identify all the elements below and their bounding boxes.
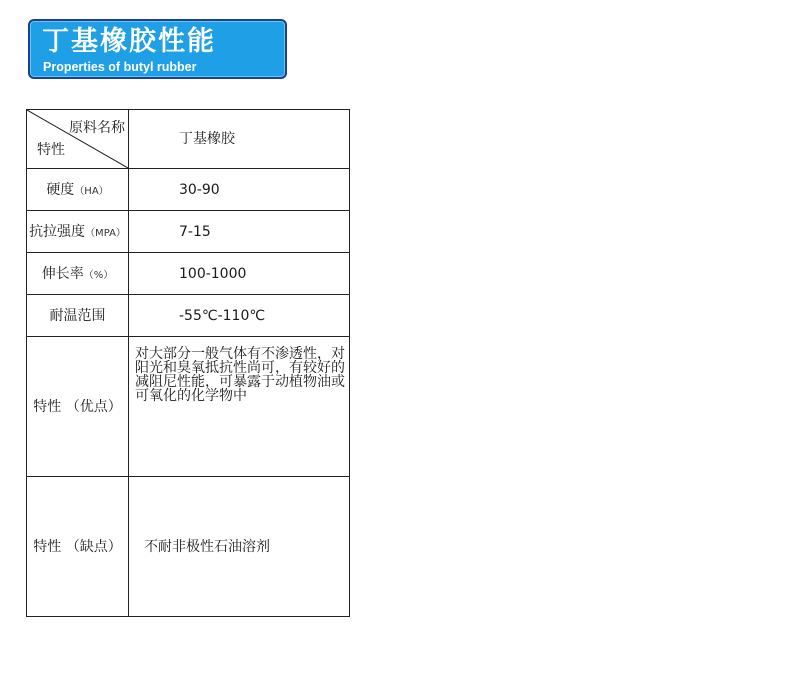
row-value: -55℃-110℃ [129, 295, 350, 337]
table-row [27, 295, 350, 337]
header-name-label: 原料名称 [69, 120, 125, 136]
row-label-cell [27, 169, 129, 211]
row-value: 30-90 [129, 169, 350, 211]
row-label: 抗拉强度 [29, 223, 86, 240]
row-value: 100-1000 [129, 253, 350, 295]
title-banner [28, 19, 287, 79]
header-corner-cell [27, 110, 129, 169]
pros-row [27, 337, 350, 477]
header-material: 丁基橡胶 [129, 110, 350, 169]
cons-text: 不耐非极性石油溶剂 [129, 477, 350, 617]
pros-label: 特性 （优点） [27, 337, 129, 477]
row-label-cell [27, 211, 129, 253]
table-header-row [27, 110, 350, 169]
table-row [27, 253, 350, 295]
row-value: 7-15 [129, 211, 350, 253]
cons-row [27, 477, 350, 617]
properties-table [26, 109, 350, 617]
row-unit: （MPA） [85, 227, 126, 239]
row-unit: （HA） [74, 185, 109, 197]
pros-text: 对大部分一般气体有不渗透性，对阳光和臭氧抵抗性尚可，有较好的减阻尼性能，可暴露于动植物油或可氧化的化学物中 [129, 337, 350, 477]
table-row [27, 169, 350, 211]
row-label-cell [27, 253, 129, 295]
banner-subtitle: Properties of butyl rubber [43, 60, 197, 74]
row-unit: （%） [83, 269, 114, 281]
row-label: 耐温范围 [49, 307, 106, 324]
diagonal-divider [27, 110, 128, 168]
cons-label: 特性 （缺点） [27, 477, 129, 617]
header-property-label: 特性 [37, 142, 65, 158]
row-label: 伸长率 [41, 265, 84, 282]
row-label-cell [27, 295, 129, 337]
table-row [27, 211, 350, 253]
banner-title: 丁基橡胶性能 [42, 26, 216, 57]
row-label: 硬度 [46, 181, 75, 198]
